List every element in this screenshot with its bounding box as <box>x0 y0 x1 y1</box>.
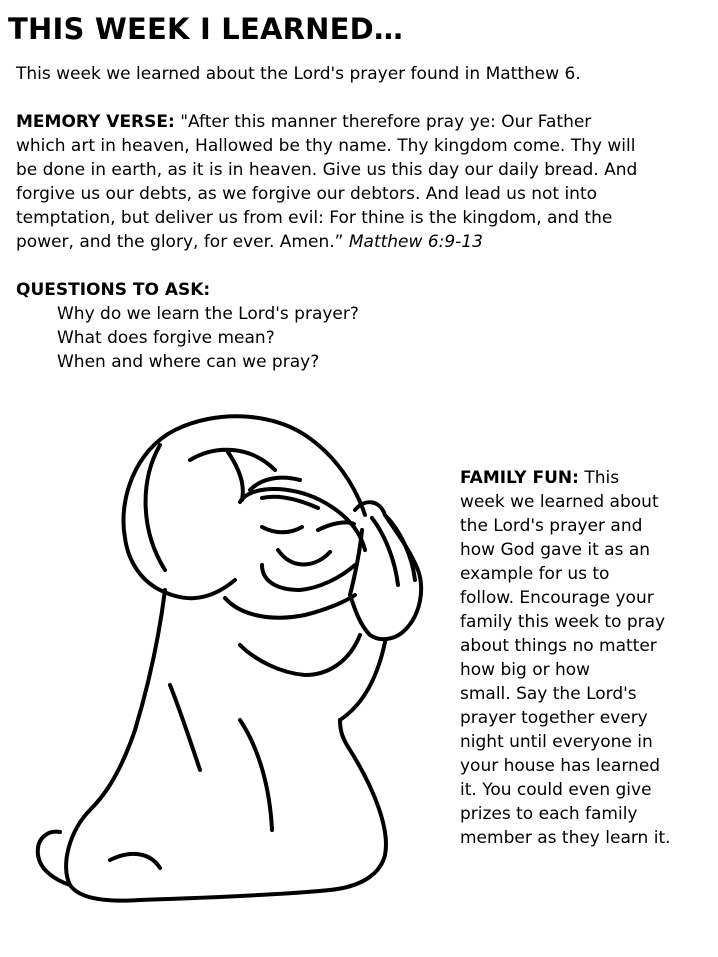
questions-list <box>16 302 706 374</box>
hair-strand <box>146 445 165 570</box>
question-item: Why do we learn the Lord's prayer? <box>57 304 359 324</box>
family-fun-label: FAMILY FUN: <box>460 468 579 488</box>
eye-right <box>318 522 354 530</box>
question-item: When and where can we pray? <box>57 352 320 372</box>
questions-section <box>16 278 706 374</box>
praying-girl-illustration <box>0 390 460 930</box>
dress-collar <box>225 595 355 618</box>
family-fun-section <box>460 466 710 850</box>
family-fun-text: This week we learned about the Lord's prayer and how God gave it as an example for us to follow. Encourage your family this week to pray about things no matter how big or how small. Say the Lord's prayer together every night until everyone in your house has learned it. You could even give prizes to each family member as they learn it. <box>460 468 671 848</box>
dress-arm <box>240 635 385 720</box>
smile <box>278 550 330 565</box>
page-title: THIS WEEK I LEARNED… <box>8 12 404 46</box>
face-outline <box>240 489 365 550</box>
eye-left <box>262 527 302 532</box>
dress-body <box>66 590 386 901</box>
memory-verse-text: "After this manner therefore pray ye: Our Father which art in heaven, Hallowed be thy name. Thy kingdom come. Thy will be done in earth, as it is in heaven. Give us this day our daily bread. And forgive us our debts, as we forgive our debtors. And lead us not into temptation, but deliver us from evil: For thine is the kingdom, and the power, and the glory, for ever. Amen.” <box>16 112 638 252</box>
memory-verse-label: MEMORY VERSE: <box>16 112 175 132</box>
memory-verse-reference: Matthew 6:9-13 <box>348 232 483 252</box>
questions-label: QUESTIONS TO ASK: <box>16 280 211 300</box>
intro-text: This week we learned about the Lord's prayer found in Matthew 6. <box>16 64 581 84</box>
hair-bangs <box>190 450 318 508</box>
praying-hands <box>350 502 421 639</box>
face-jaw <box>262 565 355 590</box>
dress-fold <box>110 685 272 868</box>
question-item: What does forgive mean? <box>57 328 275 348</box>
memory-verse-section <box>16 110 706 254</box>
